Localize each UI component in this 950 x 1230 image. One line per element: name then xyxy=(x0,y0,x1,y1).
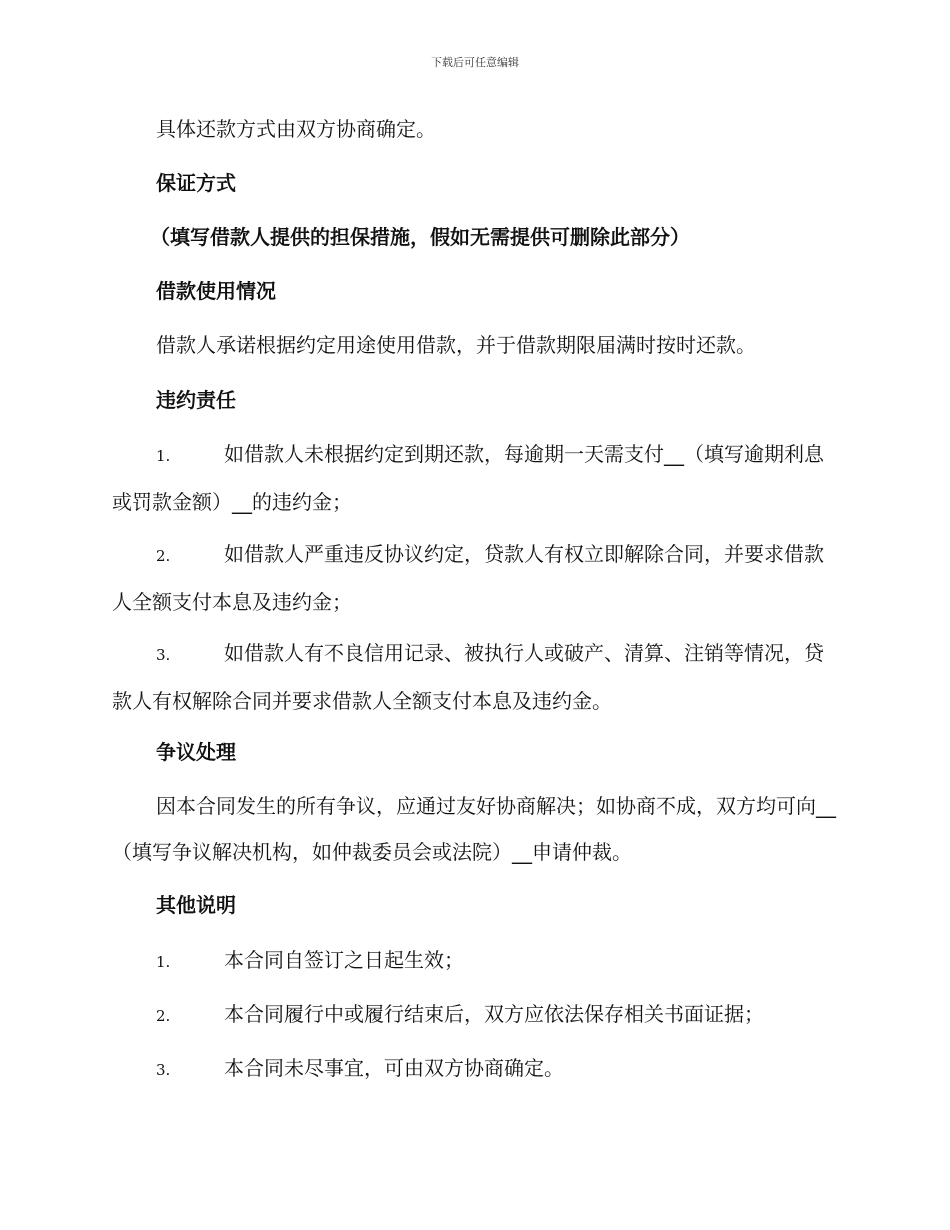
list-item-text: 本合同自签订之日起生效； xyxy=(224,948,464,972)
list-number: 2. xyxy=(156,547,171,565)
breach-item-3 xyxy=(112,630,838,724)
guarantee-note: （填写借款人提供的担保措施，假如无需提供可删除此部分） xyxy=(150,225,690,249)
list-number: 3. xyxy=(156,1061,171,1079)
list-item-text: 本合同履行中或履行结束后，双方应依法保存相关书面证据； xyxy=(224,1002,764,1026)
usage-heading: 借款使用情况 xyxy=(156,279,276,303)
page-header: 下载后可任意编辑 xyxy=(431,56,519,69)
dispute-heading: 争议处理 xyxy=(156,740,236,764)
list-item-text: 本合同未尽事宜，可由双方协商确定。 xyxy=(224,1056,564,1080)
breach-item-2 xyxy=(112,531,838,625)
list-item-text: 如借款人未根据约定到期还款，每逾期一天需支付__（填写逾期利息或罚款金额）__的违约金； xyxy=(112,442,824,514)
list-item-text: 如借款人有不良信用记录、被执行人或破产、清算、注销等情况，贷款人有权解除合同并要求借款人全额支付本息及违约金。 xyxy=(112,641,824,713)
other-item-2 xyxy=(112,991,838,1039)
usage-text: 借款人承诺根据约定用途使用借款，并于借款期限届满时按时还款。 xyxy=(156,333,756,357)
other-heading: 其他说明 xyxy=(156,893,236,917)
repay-method-text: 具体还款方式由双方协商确定。 xyxy=(156,117,436,141)
list-number: 3. xyxy=(156,646,171,664)
breach-heading: 违约责任 xyxy=(156,388,236,412)
other-item-3 xyxy=(112,1045,838,1093)
other-item-1 xyxy=(112,937,838,985)
list-number: 1. xyxy=(156,953,171,971)
dispute-text: 因本合同发生的所有争议，应通过友好协商解决；如协商不成，双方均可向__（填写争议解决机构，如仲裁委员会或法院）__申请仲裁。 xyxy=(112,794,836,864)
guarantee-heading: 保证方式 xyxy=(156,171,236,195)
breach-item-1 xyxy=(112,431,838,525)
list-number: 1. xyxy=(156,447,171,465)
list-item-text: 如借款人严重违反协议约定，贷款人有权立即解除合同，并要求借款人全额支付本息及违约金； xyxy=(112,542,824,614)
list-number: 2. xyxy=(156,1007,171,1025)
